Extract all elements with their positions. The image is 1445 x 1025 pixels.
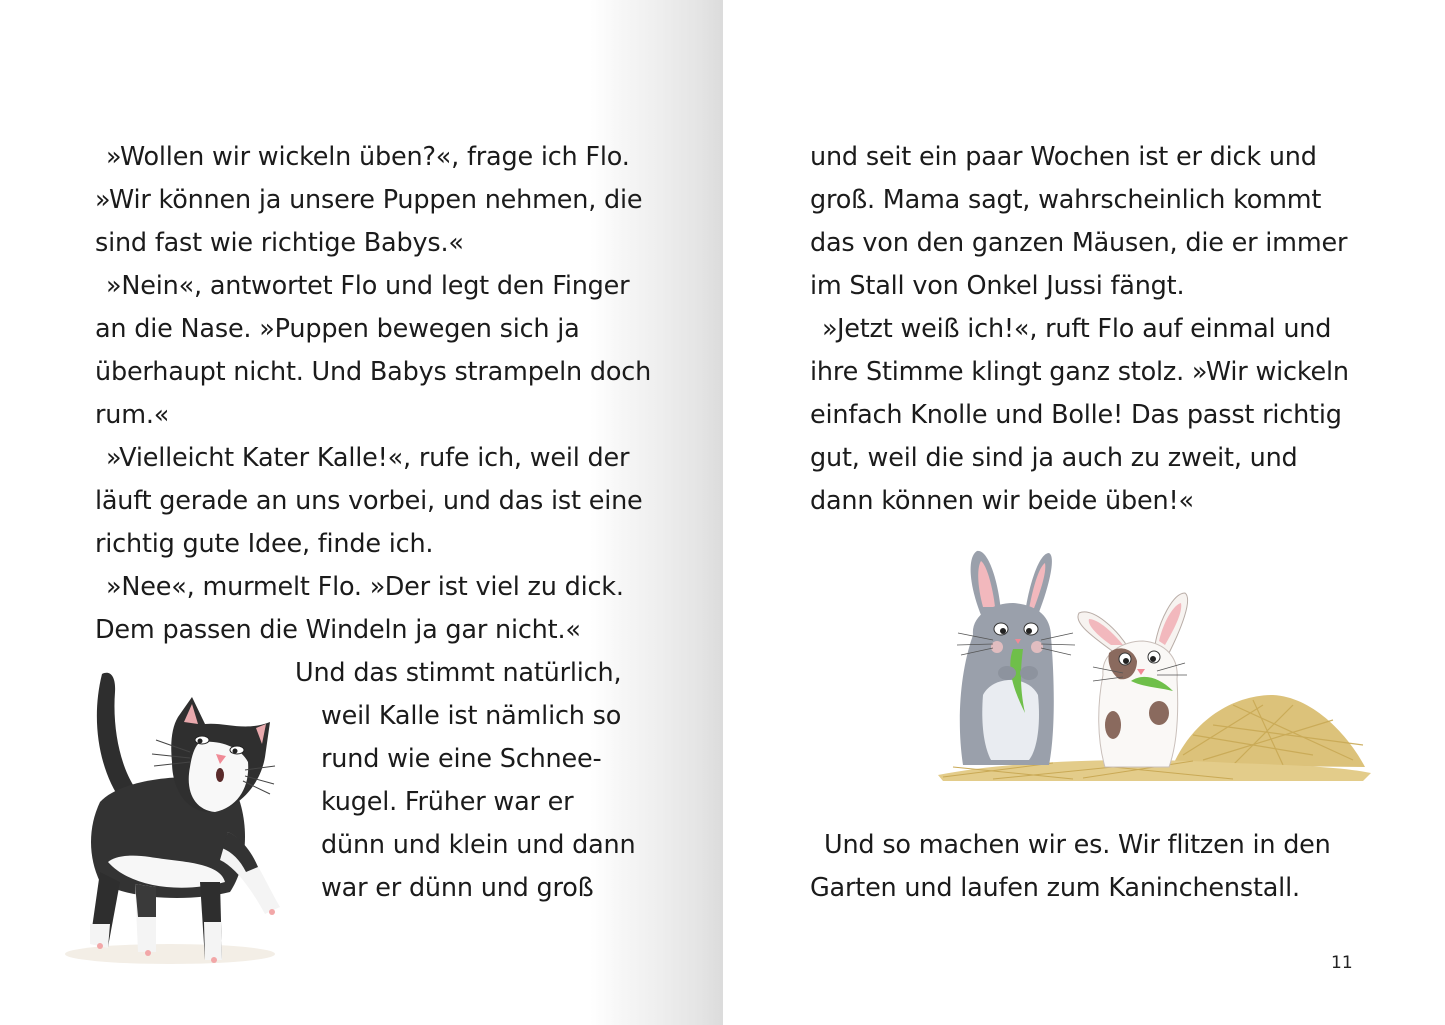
text-line: dünn und klein und dann: [321, 830, 636, 860]
text-line: gut, weil die sind ja auch zu zweit, und: [810, 443, 1298, 473]
text-line: »Vielleicht Kater Kalle!«, rufe ich, weil der: [106, 443, 630, 473]
text-line: und seit ein paar Wochen ist er dick und: [810, 142, 1317, 172]
text-line: an die Nase. »Puppen bewegen sich ja: [95, 314, 580, 344]
text-line: ihre Stimme klingt ganz stolz. »Wir wickeln: [810, 357, 1349, 387]
text-line: »Wir können ja unsere Puppen nehmen, die: [95, 185, 643, 215]
text-line: »Wollen wir wickeln üben?«, frage ich Flo.: [106, 142, 630, 172]
text-line: überhaupt nicht. Und Babys strampeln doch: [95, 357, 652, 387]
right-page: [723, 0, 1445, 1025]
text-line: groß. Mama sagt, wahrscheinlich kommt: [810, 185, 1322, 215]
text-line: dann können wir beide üben!«: [810, 486, 1194, 516]
rabbits-icon: [933, 545, 1373, 785]
text-line: weil Kalle ist nämlich so: [321, 701, 622, 731]
text-line: rund wie eine Schnee-: [321, 744, 602, 774]
text-line: »Nein«, antwortet Flo und legt den Finger: [106, 271, 630, 301]
text-line: einfach Knolle und Bolle! Das passt richtig: [810, 400, 1342, 430]
text-line: Und das stimmt natürlich,: [295, 658, 622, 688]
text-line: sind fast wie richtige Babys.«: [95, 228, 464, 258]
text-line: »Jetzt weiß ich!«, ruft Flo auf einmal und: [822, 314, 1332, 344]
cat-illustration: [60, 662, 290, 972]
text-line: im Stall von Onkel Jussi fängt.: [810, 271, 1185, 301]
cat-icon: [60, 662, 290, 972]
page-number: 11: [1331, 953, 1353, 973]
text-line: Garten und laufen zum Kaninchenstall.: [810, 873, 1300, 903]
spotted-rabbit: [1078, 593, 1188, 767]
rabbits-illustration: [933, 545, 1373, 785]
text-line: das von den ganzen Mäusen, die er immer: [810, 228, 1348, 258]
text-line: war er dünn und groß: [321, 873, 594, 903]
text-line: kugel. Früher war er: [321, 787, 574, 817]
text-line: richtig gute Idee, finde ich.: [95, 529, 434, 559]
text-line: Und so machen wir es. Wir flitzen in den: [824, 830, 1331, 860]
grey-rabbit: [957, 551, 1075, 765]
text-line: rum.«: [95, 400, 170, 430]
text-line: »Nee«, murmelt Flo. »Der ist viel zu dick.: [106, 572, 624, 602]
text-line: läuft gerade an uns vorbei, und das ist eine: [95, 486, 643, 516]
text-line: Dem passen die Windeln ja gar nicht.«: [95, 615, 581, 645]
